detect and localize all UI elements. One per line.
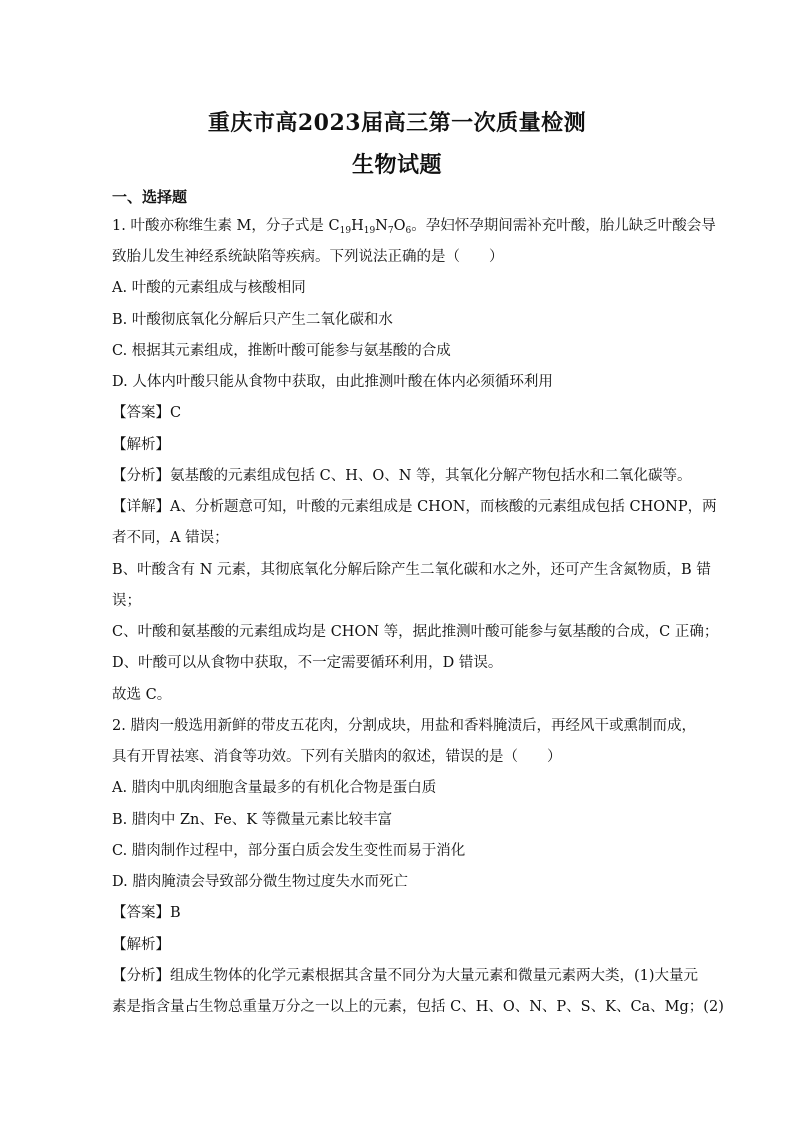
q2-answer: 【答案】B xyxy=(112,905,181,921)
q2-stem-line2: 具有开胃祛寒、消食等功效。下列有关腊肉的叙述，错误的是（ ） xyxy=(112,749,562,765)
q1-stem-part-a: 1. 叶酸亦称维生素 M，分子式是 C xyxy=(112,218,340,234)
q1-formula-sub-n: 7 xyxy=(387,226,394,236)
q2-option-d: D. 腊肉腌渍会导致部分微生物过度失水而死亡 xyxy=(112,874,408,890)
q1-stem-line1 xyxy=(112,216,716,236)
q2-option-c: C. 腊肉制作过程中，部分蛋白质会发生变性而易于消化 xyxy=(112,843,466,859)
q1-detail-b-line2: 误； xyxy=(112,593,141,609)
q1-formula-o: O xyxy=(393,218,406,234)
document-subtitle: 生物试题 xyxy=(351,152,442,178)
q1-detail-a-line2: 者不同，A 错误； xyxy=(112,530,229,546)
q1-analysis-label: 【解析】 xyxy=(112,437,170,453)
q1-formula-sub-c: 19 xyxy=(339,226,352,236)
q1-stem-line2: 致胎儿发生神经系统缺陷等疾病。下列说法正确的是（ ） xyxy=(112,249,504,265)
q2-option-b: B. 腊肉中 Zn、Fe、K 等微量元素比较丰富 xyxy=(112,812,393,828)
q2-stem-line1: 2. 腊肉一般选用新鲜的带皮五花肉，分割成块，用盐和香料腌渍后，再经风干或熏制而成， xyxy=(112,718,696,734)
q1-option-d: D. 人体内叶酸只能从食物中获取，由此推测叶酸在体内必须循环利用 xyxy=(112,374,553,390)
q1-option-b: B. 叶酸彻底氧化分解后只产生二氧化碳和水 xyxy=(112,312,393,328)
q1-detail-c: C、叶酸和氨基酸的元素组成均是 CHON 等，据此推测叶酸可能参与氨基酸的合成，C 正确； xyxy=(112,624,719,640)
q1-detail-d: D、叶酸可以从食物中获取，不一定需要循环利用，D 错误。 xyxy=(112,655,503,671)
q1-formula-n: N xyxy=(375,218,388,234)
q2-option-a: A. 腊肉中肌肉细胞含量最多的有机化合物是蛋白质 xyxy=(112,780,437,796)
q1-option-c: C. 根据其元素组成，推断叶酸可能参与氨基酸的合成 xyxy=(112,343,451,359)
section-heading: 一、选择题 xyxy=(112,188,188,206)
q1-formula-sub-o: 6 xyxy=(405,226,412,236)
q2-fenxi-line2: 素是指含量占生物总重量万分之一以上的元素，包括 C、H、O、N、P、S、K、Ca、Mg；(2) xyxy=(112,999,724,1015)
q1-formula-h: H xyxy=(351,218,364,234)
q1-detail-b-line1: B、叶酸含有 N 元素，其彻底氧化分解后除产生二氧化碳和水之外，还可产生含氮物质，B 错 xyxy=(112,562,711,578)
document-title: 重庆市高2023届高三第一次质量检测 xyxy=(207,110,587,136)
q1-option-a: A. 叶酸的元素组成与核酸相同 xyxy=(112,280,306,296)
q1-fenxi: 【分析】氨基酸的元素组成包括 C、H、O、N 等，其氧化分解产物包括水和二氧化碳等。 xyxy=(112,468,692,484)
q2-analysis-label: 【解析】 xyxy=(112,937,170,953)
q1-formula-sub-h: 19 xyxy=(363,226,376,236)
q2-fenxi-line1: 【分析】组成生物体的化学元素根据其含量不同分为大量元素和微量元素两大类，(1)大量元 xyxy=(112,968,699,984)
q1-answer: 【答案】C xyxy=(112,405,182,421)
q1-stem-part-b: 。孕妇怀孕期间需补充叶酸，胎儿缺乏叶酸会导 xyxy=(411,218,716,234)
q1-conclusion: 故选 C。 xyxy=(112,687,172,703)
q1-detail-a-line1: 【详解】A、分析题意可知，叶酸的元素组成是 CHON，而核酸的元素组成包括 CHONP，两 xyxy=(112,499,717,515)
